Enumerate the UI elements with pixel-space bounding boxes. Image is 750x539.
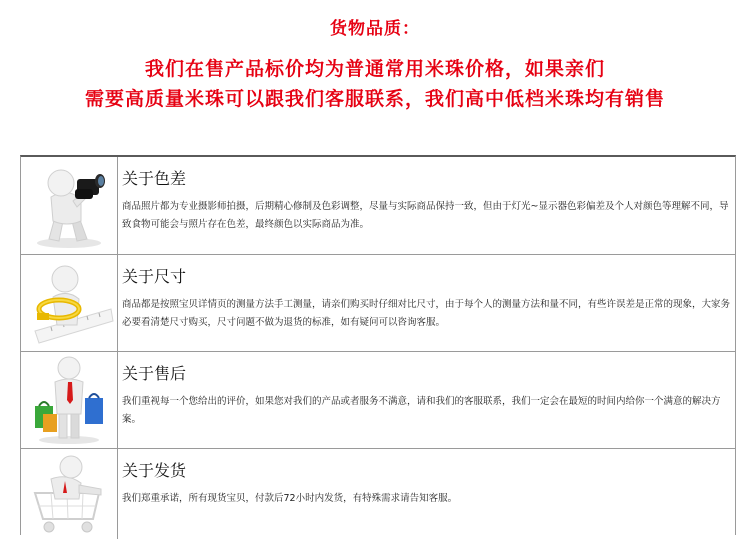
- policy-row-size: [21, 255, 735, 352]
- policy-table: [20, 155, 736, 535]
- policy-heading-color: 关于色差: [122, 169, 187, 188]
- quality-notice-line-1: 我们在售产品标价均为普通常用米珠价格，如果亲们: [144, 58, 605, 80]
- policy-heading-size: 关于尺寸: [122, 267, 187, 286]
- shopping-bags-figure-icon: [21, 352, 118, 448]
- policy-text-color: 商品照片都为专业摄影师拍摄，后期精心修制及色彩调整，尽量与实际商品保持一致，但由于灯光~显示器色彩偏差及个人对颜色等理解不同，导致食物可能会与照片存在色差，最终颜色以实际商品为准。: [122, 201, 729, 230]
- policy-row-after-sales: [21, 352, 735, 449]
- shopping-cart-figure-icon: [21, 449, 118, 539]
- quality-notice-line-2: 需要高质量米珠可以跟我们客服联系，我们高中低档米珠均有销售: [84, 88, 665, 110]
- policy-text-shipping: 我们郑重承诺，所有现货宝贝，付款后72小时内发货，有特殊需求请告知客服。: [122, 493, 458, 504]
- policy-heading-after-sales: 关于售后: [122, 364, 187, 383]
- photographer-figure-icon: [21, 157, 118, 254]
- quality-title: 货物品质：: [330, 19, 420, 39]
- policy-text-size: 商品都是按照宝贝详情页的测量方法手工测量，请亲们购买时仔细对比尺寸，由于每个人的测量方法和量不同，有些许误差是正常的现象，大家务必要看清楚尺寸购买，尺寸问题不做为退货的标准，如有疑问可以咨询客服。: [122, 299, 731, 328]
- policy-heading-shipping: 关于发货: [122, 461, 187, 480]
- policy-row-shipping: [21, 449, 735, 539]
- policy-text-after-sales: 我们重视每一个您给出的评价，如果您对我们的产品或者服务不满意，请和我们的客服联系，我们一定会在最短的时间内给你一个满意的解决方案。: [122, 396, 721, 425]
- tape-measure-figure-icon: [21, 255, 118, 351]
- policy-row-color: [21, 157, 735, 255]
